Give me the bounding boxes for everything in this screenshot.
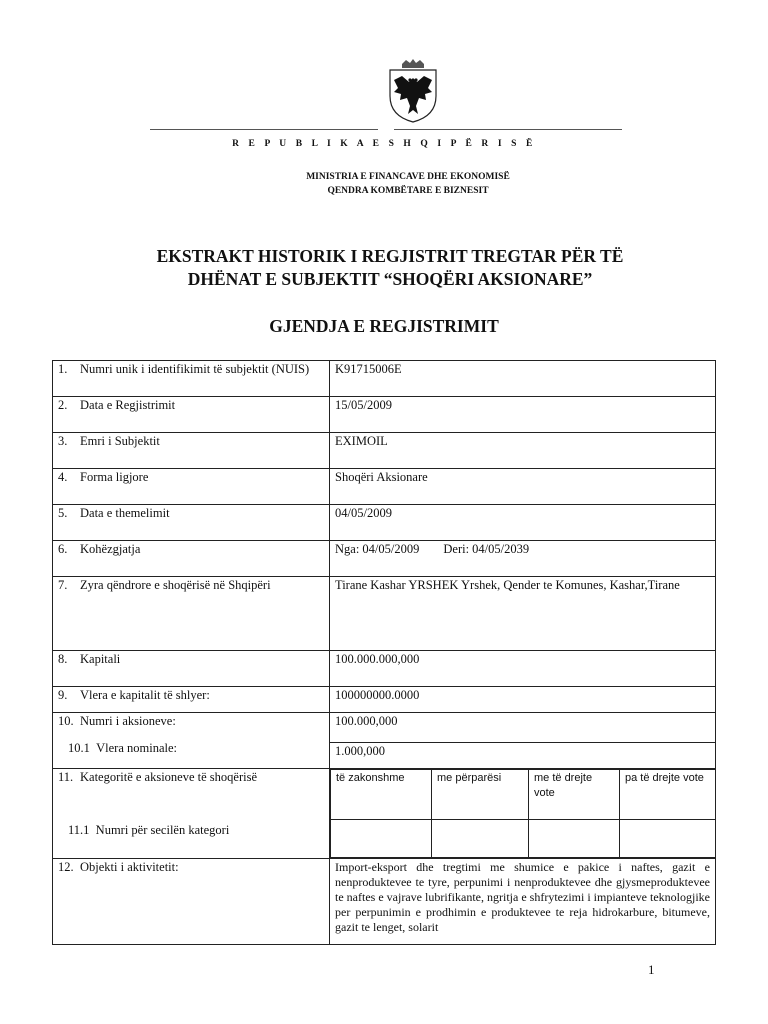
category-cell: me përparësi bbox=[432, 770, 529, 820]
row-label: Numri për secilën kategori bbox=[95, 823, 230, 837]
table-row: 12. Objekti i aktivitetit: Import-eksport dhe tregtimi me shumice e pakice i naftes, gazit e nenproduktevee te tyre, perpunimi i nenproduktevee dhe gjysmeproduktevee te naftes e vajrave lubrifikante, ngritja e shfrytezimi i impianteve teknologjike per perpunimin e prodhimin e produktevee te reja hidrokarbure, bitumeve, gazit te lenget, solarit bbox=[53, 859, 716, 945]
header-rule-left bbox=[150, 129, 378, 130]
row-value: K91715006E bbox=[330, 361, 716, 397]
row-label: Vlera nominale: bbox=[96, 741, 177, 755]
row-value: Tirane Kashar YRSHEK Yrshek, Qender te Komunes, Kashar,Tirane bbox=[330, 577, 716, 651]
category-count-cell bbox=[529, 820, 620, 858]
table-row: 6. Kohëzgjatja Nga: 04/05/2009 Deri: 04/05/2039 bbox=[53, 541, 716, 577]
document-title bbox=[60, 245, 720, 291]
table-row: 9. Vlera e kapitalit të shlyer: 100000000.0000 bbox=[53, 687, 716, 713]
row-label: Vlera e kapitalit të shlyer: bbox=[80, 688, 210, 702]
row-value: 100.000.000,000 bbox=[330, 651, 716, 687]
section-title: GJENDJA E REGJISTRIMIT bbox=[269, 316, 499, 336]
row-label: Kategoritë e aksioneve të shoqërisë bbox=[80, 770, 258, 784]
table-row: 7. Zyra qëndrore e shoqërisë në Shqipëri Tirane Kashar YRSHEK Yrshek, Qender te Komunes, Kashar,Tirane bbox=[53, 577, 716, 651]
category-count-cell bbox=[331, 820, 432, 858]
duration-from: Nga: 04/05/2009 bbox=[335, 542, 420, 556]
header-rule-right bbox=[394, 129, 622, 130]
ministry-heading bbox=[0, 170, 768, 198]
albanian-coat-of-arms-icon bbox=[386, 58, 440, 124]
row-label: Zyra qëndrore e shoqërisë në Shqipëri bbox=[80, 578, 271, 592]
table-row: 1. Numri unik i identifikimit të subjektit (NUIS) K91715006E bbox=[53, 361, 716, 397]
center-name: QENDRA KOMBËTARE E BIZNESIT bbox=[327, 186, 489, 196]
category-cell: me të drejte vote bbox=[529, 770, 620, 820]
row-label: Kohëzgjatja bbox=[80, 542, 141, 556]
row-value: Import-eksport dhe tregtimi me shumice e pakice i naftes, gazit e nenproduktevee te tyre, perpunimi i nenproduktevee dhe gjysmeproduktevee te naftes e vajrave lubrifikante, ngritja e shfrytezimi i impianteve teknologjike per perpunimin e prodhimin e produktevee te reja hidrokarbure, bitumeve, gazit te lenget, solarit bbox=[330, 859, 716, 945]
title-line-2: DHËNAT E SUBJEKTIT “SHOQËRI AKSIONARE” bbox=[187, 269, 593, 289]
row-value: Shoqëri Aksionare bbox=[330, 469, 716, 505]
row-label: Numri unik i identifikimit të subjektit (NUIS) bbox=[80, 362, 310, 376]
title-line-1: EKSTRAKT HISTORIK I REGJISTRIT TREGTAR PËR TË bbox=[156, 246, 624, 266]
table-row: 2. Data e Regjistrimit 15/05/2009 bbox=[53, 397, 716, 433]
row-value: EXIMOIL bbox=[330, 433, 716, 469]
row-label: Numri i aksioneve: bbox=[80, 714, 176, 728]
row-label: Data e Regjistrimit bbox=[80, 398, 176, 412]
row-label: Kapitali bbox=[80, 652, 121, 666]
category-count-cell bbox=[432, 820, 529, 858]
row-value bbox=[330, 541, 716, 577]
share-categories-table bbox=[330, 769, 715, 858]
category-cell: pa të drejte vote bbox=[620, 770, 716, 820]
row-label: Emri i Subjektit bbox=[80, 434, 160, 448]
row-label: Forma ligjore bbox=[80, 470, 149, 484]
row-label: Data e themelimit bbox=[80, 506, 170, 520]
row-value: 04/05/2009 bbox=[330, 505, 716, 541]
table-row: 4. Forma ligjore Shoqëri Aksionare bbox=[53, 469, 716, 505]
row-value: 15/05/2009 bbox=[330, 397, 716, 433]
row-value: 100000000.0000 bbox=[330, 687, 716, 713]
row-value: 1.000,000 bbox=[330, 743, 716, 769]
row-value: 100.000,000 bbox=[330, 713, 716, 743]
duration-to: Deri: 04/05/2039 bbox=[443, 542, 530, 556]
registration-table bbox=[52, 360, 716, 945]
ministry-name: MINISTRIA E FINANCAVE DHE EKONOMISË bbox=[306, 172, 510, 182]
republic-heading: R E P U B L I K A E S H Q I P Ë R I S Ë bbox=[232, 139, 536, 149]
table-row: 11. Kategoritë e aksioneve të shoqërisë 11.1 Numri për secilën kategori të zakonshme me përparësi me të drejte vote pa të drejte vote bbox=[53, 769, 716, 859]
table-row: 5. Data e themelimit 04/05/2009 bbox=[53, 505, 716, 541]
category-count-cell bbox=[620, 820, 716, 858]
table-row: 3. Emri i Subjektit EXIMOIL bbox=[53, 433, 716, 469]
table-row: 8. Kapitali 100.000.000,000 bbox=[53, 651, 716, 687]
row-label: Objekti i aktivitetit: bbox=[80, 860, 179, 874]
page-number: 1 bbox=[648, 962, 655, 977]
table-row: 10. Numri i aksioneve: 10.1 Vlera nominale: 100.000,000 bbox=[53, 713, 716, 743]
category-cell: të zakonshme bbox=[331, 770, 432, 820]
